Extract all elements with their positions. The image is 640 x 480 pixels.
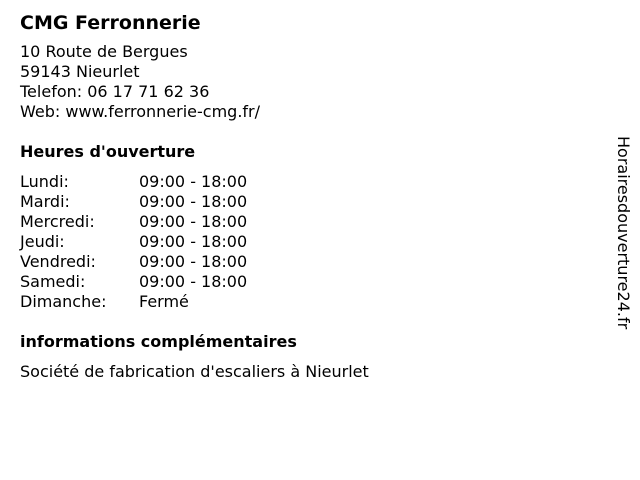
hours-row-wednesday — [20, 212, 590, 232]
day-label: Lundi: — [20, 172, 69, 191]
hours-row-sunday — [20, 292, 590, 312]
hours-value: 09:00 - 18:00 — [139, 272, 248, 291]
hours-value: 09:00 - 18:00 — [139, 212, 248, 231]
day-label: Mercredi: — [20, 212, 95, 231]
hours-row-saturday — [20, 272, 590, 292]
hours-row-monday — [20, 172, 590, 192]
hours-row-thursday — [20, 232, 590, 252]
phone-number: Telefon: 06 17 71 62 36 — [20, 82, 210, 101]
address-line-1: 10 Route de Bergues — [20, 42, 188, 61]
hours-row-tuesday — [20, 192, 590, 212]
hours-heading: Heures d'ouverture — [20, 142, 196, 161]
info-heading: informations complémentaires — [20, 332, 297, 351]
business-name: CMG Ferronnerie — [20, 12, 201, 34]
address-line-2: 59143 Nieurlet — [20, 62, 140, 81]
day-label: Samedi: — [20, 272, 86, 291]
info-text: Société de fabrication d'escaliers à Nieurlet — [20, 362, 369, 381]
day-label: Vendredi: — [20, 252, 96, 271]
hours-value: 09:00 - 18:00 — [139, 192, 248, 211]
hours-table — [20, 172, 590, 312]
hours-value: 09:00 - 18:00 — [139, 172, 248, 191]
day-label: Dimanche: — [20, 292, 107, 311]
site-watermark: Horairesdouverture24.fr — [614, 136, 633, 330]
hours-value: 09:00 - 18:00 — [139, 232, 248, 251]
business-card — [20, 10, 590, 382]
hours-value: 09:00 - 18:00 — [139, 252, 248, 271]
hours-row-friday — [20, 252, 590, 272]
website-link[interactable]: Web: www.ferronnerie-cmg.fr/ — [20, 102, 261, 121]
hours-value: Fermé — [139, 292, 189, 311]
day-label: Jeudi: — [20, 232, 65, 251]
day-label: Mardi: — [20, 192, 70, 211]
